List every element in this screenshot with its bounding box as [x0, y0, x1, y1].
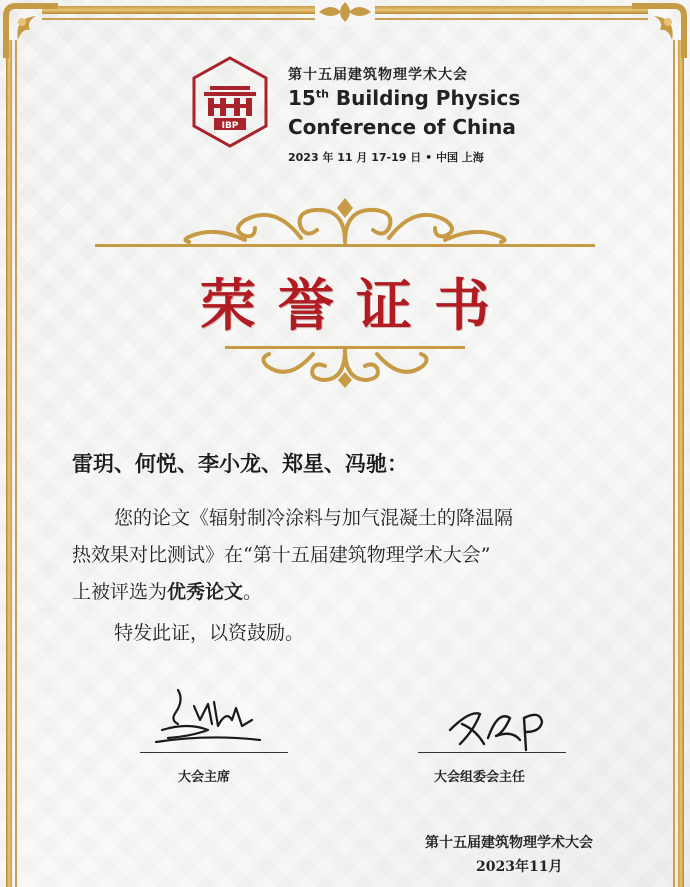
corner-ornament-left-icon: [0, 0, 60, 60]
signer-role-director: 大会组委会主任: [434, 770, 526, 785]
signature-line-chairman: [140, 752, 288, 753]
certificate-title: 荣誉证书: [200, 273, 512, 339]
body-line-1: 您的论文《辐射制冷涂料与加气混凝土的降温隔: [114, 507, 514, 529]
top-center-ornament-icon: [315, 0, 375, 26]
committee-director-signature-icon: [440, 700, 560, 758]
issuer-name: 第十五届建筑物理学术大会: [425, 835, 593, 851]
conference-dates-location: 2023 年 11 月 17-19 日 • 中国 上海: [288, 151, 484, 164]
recipient-names: 雷玥、何悦、李小龙、郑星、冯驰：: [72, 451, 408, 476]
award-name: 优秀论文: [167, 581, 244, 603]
closing-line: 特发此证，以资鼓励。: [114, 622, 305, 644]
gold-border-left-inner: [15, 40, 17, 887]
ibp-logo-icon: [190, 56, 270, 148]
issue-date: 2023年11月: [476, 859, 563, 875]
gold-border-right-inner: [673, 40, 675, 887]
body-line-3: 上被评选为优秀论文。: [72, 581, 263, 603]
gold-border-left: [6, 40, 12, 887]
conference-name-en-line1: 15th Building Physics: [288, 86, 521, 110]
chairman-signature-icon: [148, 680, 268, 746]
corner-ornament-right-icon: [630, 0, 690, 60]
gold-border-right: [678, 40, 684, 887]
title-ornament-bottom-icon: [225, 342, 465, 390]
body-line-2: 热效果对比测试》在“第十五届建筑物理学术大会”: [72, 544, 491, 566]
certificate-body: [72, 500, 642, 611]
svg-text:IBP: IBP: [221, 121, 239, 131]
conference-name-cn: 第十五届建筑物理学术大会: [288, 67, 468, 83]
signer-role-chairman: 大会主席: [178, 770, 231, 785]
signature-line-director: [418, 752, 566, 753]
conference-name-en-line2: Conference of China: [288, 115, 516, 139]
title-ornament-top-icon: [95, 198, 595, 254]
